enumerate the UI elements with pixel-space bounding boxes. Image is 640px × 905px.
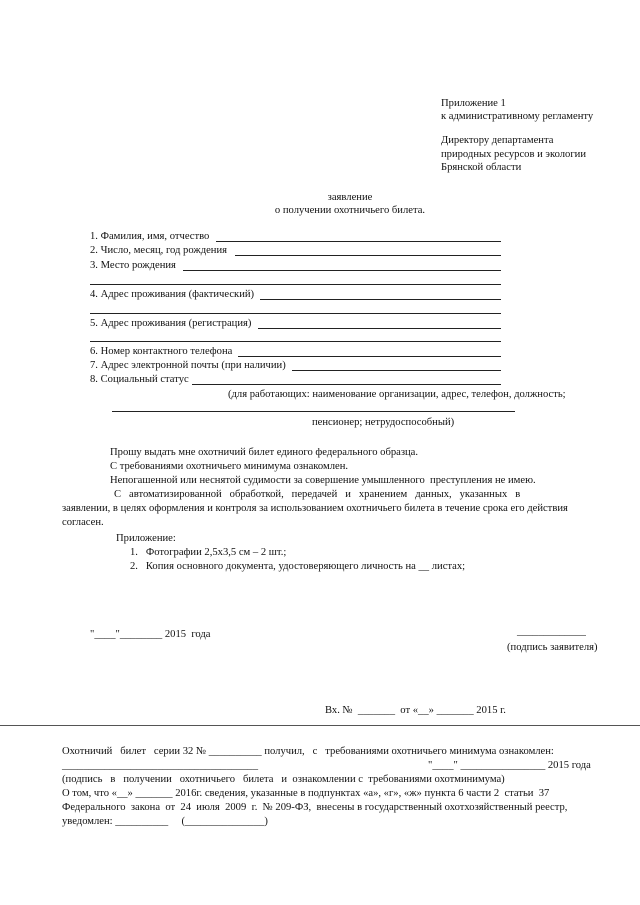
field-actual-address-input-2[interactable] [90, 313, 501, 314]
registry-notification-line-2: Федерального закона от 24 июля 2009 г. № 209-ФЗ, внесены в государственный охотхозяйственный реестр, [62, 802, 568, 813]
addressee-line-1: Директору департамента [441, 135, 554, 146]
attachment-item-2: 2. Копия основного документа, удостоверяющего личность на __ листах; [130, 561, 466, 572]
field-registration-address-input-2[interactable] [90, 341, 501, 342]
addressee-line-3: Брянской области [441, 162, 522, 173]
receipt-signature-caption: (подпись в получении охотничьего билета и ознакомлении с требованиями охотминимума) [62, 774, 505, 785]
application-date[interactable]: "____"________ 2015 года [90, 629, 211, 640]
document-title: заявление [327, 192, 373, 203]
field-phone-label: 6. Номер контактного телефона [90, 346, 233, 357]
field-registration-address-input[interactable] [258, 328, 501, 329]
data-processing-consent-line-3: согласен. [62, 517, 104, 528]
receipt-line: Охотничий билет серии 32 № __________ получил, с требованиями охотничьего минимума ознакомлен: [62, 746, 554, 757]
notification-signature-line[interactable]: уведомлен: __________ (_______________) [62, 816, 268, 827]
data-processing-consent-line-2: заявлении, в целях оформления и контроля за использованием охотничьего билета в течение срока его действия [62, 503, 568, 514]
receipt-signature-field[interactable]: _____________________________________ [62, 760, 258, 771]
applicant-signature-field[interactable]: _____________ [517, 626, 586, 637]
field-email-label: 7. Адрес электронной почты (при наличии) [90, 360, 286, 371]
field-email-input[interactable] [292, 370, 501, 371]
field-social-status-input[interactable] [192, 384, 501, 385]
field-birth-place-input[interactable] [183, 270, 501, 271]
request-paragraph: Прошу выдать мне охотничий билет единого федерального образца. [110, 447, 419, 458]
field-birth-place-label: 3. Место рождения [90, 260, 176, 271]
field-actual-address-label: 4. Адрес проживания (фактический) [90, 289, 255, 300]
social-status-hint-2: пенсионер; нетрудоспособный) [312, 417, 455, 428]
minimum-acknowledgment: С требованиями охотничьего минимума ознакомлен. [110, 461, 349, 472]
social-status-input-2[interactable] [112, 411, 515, 412]
attachments-title: Приложение: [116, 533, 176, 544]
field-full-name-label: 1. Фамилия, имя, отчество [90, 231, 210, 242]
no-criminal-record-statement: Непогашенной или неснятой судимости за совершение умышленного преступления не имею. [110, 475, 536, 486]
document-subtitle: о получении охотничьего билета. [274, 205, 426, 216]
attachment-item-1: 1. Фотографии 2,5х3,5 см – 2 шт.; [130, 547, 287, 558]
field-phone-input[interactable] [238, 356, 501, 357]
addressee-line-2: природных ресурсов и экологии [441, 149, 587, 160]
field-birth-place-input-2[interactable] [90, 284, 501, 285]
tear-off-separator [0, 725, 640, 726]
field-full-name-input[interactable] [216, 241, 501, 242]
incoming-registration-number: Вх. № _______ от «__» _______ 2015 г. [325, 705, 506, 716]
field-registration-address-label: 5. Адрес проживания (регистрация) [90, 318, 252, 329]
applicant-signature-caption: (подпись заявителя) [507, 642, 598, 653]
attachment-reference: к административному регламенту [441, 111, 594, 122]
receipt-date-field[interactable]: "____" ________________ 2015 года [428, 760, 591, 771]
data-processing-consent-line-1: С автоматизированной обработкой, передачей и хранением данных, указанных в [114, 489, 521, 500]
field-birth-date-input[interactable] [235, 255, 501, 256]
field-actual-address-input[interactable] [260, 299, 501, 300]
social-status-hint: (для работающих: наименование организации, адрес, телефон, должность; [228, 389, 566, 400]
registry-notification-line-1: О том, что «__» _______ 2016г. сведения, указанные в подпунктах «а», «г», «ж» пункта 6 части 2 статьи 37 [62, 788, 550, 799]
field-social-status-label: 8. Социальный статус [90, 374, 189, 385]
field-birth-date-label: 2. Число, месяц, год рождения [90, 245, 228, 256]
attachment-number: Приложение 1 [441, 98, 506, 109]
